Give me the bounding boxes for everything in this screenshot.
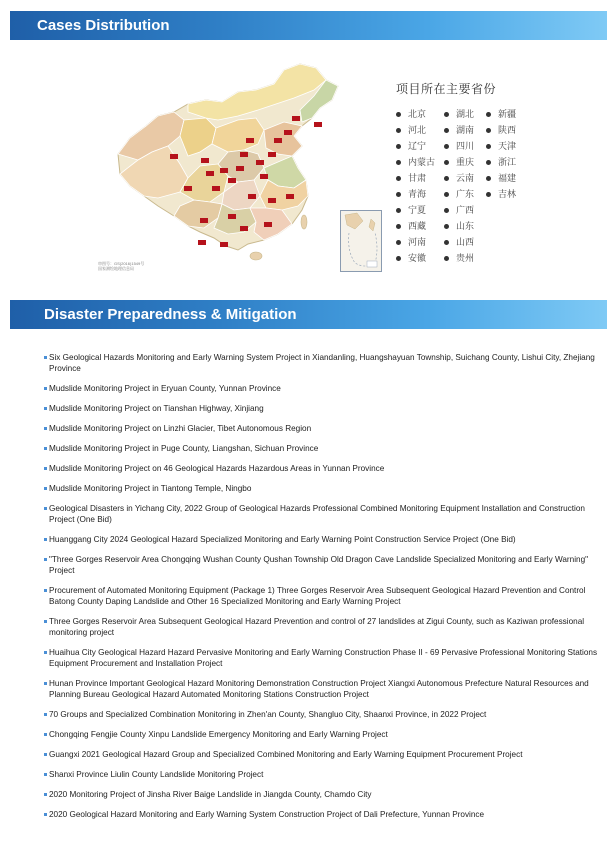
legend-item-label: 广东 [456,189,475,199]
bullet-square-icon [44,620,47,623]
legend-item [444,250,474,266]
bullet-dot-icon [396,240,401,245]
bullet-dot-icon [396,224,401,229]
project-item-text: Six Geological Hazards Monitoring and Early Warning System Project in Xiandanling, Huangshayuan Township, Suichang County, Lishui City, Zhejiang Province [49,353,595,373]
project-item-text: Mudslide Monitoring Project in Eryuan County, Yunnan Province [49,384,281,393]
disaster-preparedness-header [10,300,607,329]
project-item-text: Chongqing Fengjie County Xinpu Landslide Emergency Monitoring and Early Warning Project [49,730,388,739]
map-footnote [98,261,144,271]
project-list [44,352,606,829]
case-marker [200,218,208,223]
project-item-text: Guangxi 2021 Geological Hazard Group and Specialized Combined Monitoring and Early Warning Equipment Procurement Project [49,750,523,759]
legend-item-label: 山东 [456,221,475,231]
project-item [44,352,606,374]
case-marker [170,154,178,159]
bullet-dot-icon [396,144,401,149]
legend-item-label: 安徽 [408,253,427,263]
bullet-square-icon [44,753,47,756]
project-item [44,729,606,740]
project-item-text: Three Gorges Reservoir Area Subsequent Geological Hazard Prevention and control of 27 landslides at Zigui County, such as Kaziwan professional monitoring project [49,617,585,637]
project-item-text: Mudslide Monitoring Project on Tianshan Highway, Xinjiang [49,404,264,413]
project-item [44,483,606,494]
project-item [44,809,606,820]
bullet-dot-icon [396,208,401,213]
project-item [44,503,606,525]
legend-title: 项目所在主要省份 [396,82,497,96]
project-item [44,709,606,720]
legend-item [444,106,474,122]
legend-item-label: 天津 [498,141,517,151]
project-item [44,616,606,638]
legend-item [396,234,435,250]
project-item-text: Mudslide Monitoring Project in Puge County, Liangshan, Sichuan Province [49,444,319,453]
legend-item [444,138,474,154]
bullet-square-icon [44,427,47,430]
case-marker [314,122,322,127]
project-item-text: Shanxi Province Liulin County Landslide Monitoring Project [49,770,264,779]
project-item-text: Huanggang City 2024 Geological Hazard Specialized Monitoring and Early Warning Point Construction Service Project (One Bid) [49,535,516,544]
bullet-square-icon [44,387,47,390]
case-marker [212,186,220,191]
case-marker [284,130,292,135]
bullet-square-icon [44,467,47,470]
bullet-square-icon [44,356,47,359]
south-china-sea-inset [340,210,382,272]
project-item-text: Mudslide Monitoring Project on Linzhi Glacier, Tibet Autonomous Region [49,424,312,433]
legend-item-label: 辽宁 [408,141,427,151]
bullet-square-icon [44,589,47,592]
bullet-dot-icon [444,144,449,149]
cases-distribution-title: Cases Distribution [37,17,170,34]
bullet-dot-icon [486,176,491,181]
project-item-text: 2020 Geological Hazard Monitoring and Early Warning System Construction Project of Dali Prefecture, Yunnan Province [49,810,485,819]
legend-item [444,170,474,186]
legend-item [444,122,474,138]
case-marker [246,138,254,143]
legend-item [444,234,474,250]
case-marker [228,214,236,219]
legend-item [396,218,435,234]
legend-item-label: 贵州 [456,253,475,263]
project-item-text: Mudslide Monitoring Project on 46 Geological Hazards Hazardous Areas in Yunnan Province [49,464,385,473]
case-marker [260,174,268,179]
project-item [44,749,606,760]
legend-item [396,138,435,154]
legend-column-2 [444,106,474,266]
bullet-square-icon [44,651,47,654]
legend-item [444,202,474,218]
bullet-dot-icon [396,128,401,133]
case-marker [256,160,264,165]
legend-item [444,186,474,202]
bullet-square-icon [44,538,47,541]
project-item [44,769,606,780]
project-item [44,443,606,454]
legend-item-label: 四川 [456,141,475,151]
legend-column-3 [486,106,516,202]
case-marker [264,222,272,227]
case-marker [220,242,228,247]
case-marker [240,152,248,157]
project-item-text: Procurement of Automated Monitoring Equipment (Package 1) Three Gorges Reservoir Area Subsequent Geological Hazard Prevention and Control Batong County Daping Landslide and Other 16 Specialized Monitoring and Early Warning Project [49,586,586,606]
legend-item-label: 云南 [456,173,475,183]
case-marker [240,226,248,231]
legend-item [396,186,435,202]
project-item [44,789,606,800]
case-marker [286,194,294,199]
legend-item-label: 青海 [408,189,427,199]
legend-item [396,122,435,138]
bullet-dot-icon [486,128,491,133]
bullet-dot-icon [444,208,449,213]
legend-item [396,154,435,170]
case-marker [201,158,209,163]
legend-item-label: 新疆 [498,109,517,119]
bullet-square-icon [44,507,47,510]
legend-item [486,106,516,122]
legend-item [444,154,474,170]
project-item-text: Mudslide Monitoring Project in Tiantong Temple, Ningbo [49,484,252,493]
bullet-dot-icon [444,256,449,261]
project-item-text: 2020 Monitoring Project of Jinsha River Baige Landslide in Jiangda County, Chamdo City [49,790,372,799]
project-item-text: Geological Disasters in Yichang City, 2022 Group of Geological Hazards Professional Combined Monitoring Equipment Installation and Construction Project (One Bid) [49,504,585,524]
map-footnote-line2: 国家测绘地理信息局 [98,266,134,271]
project-item-text: 70 Groups and Specialized Combination Monitoring in Zhen'an County, Shangluo City, Shaanxi Province, in 2022 Project [49,710,487,719]
legend-item [396,202,435,218]
project-item [44,585,606,607]
bullet-square-icon [44,447,47,450]
bullet-square-icon [44,487,47,490]
legend-item-label: 福建 [498,173,517,183]
bullet-dot-icon [444,160,449,165]
bullet-dot-icon [444,112,449,117]
case-marker [206,171,214,176]
bullet-dot-icon [486,144,491,149]
case-marker [274,138,282,143]
project-item [44,678,606,700]
project-item-text: Huaihua City Geological Hazard Hazard Pervasive Monitoring and Early Warning Construction Phase II - 69 Pervasive Professional Monitoring Stations Equipment Procurement and Installation Project [49,648,598,668]
bullet-square-icon [44,813,47,816]
case-marker [292,116,300,121]
legend-item [486,122,516,138]
legend-item-label: 西藏 [408,221,427,231]
legend-item-label: 内蒙古 [408,157,436,167]
project-item [44,383,606,394]
bullet-dot-icon [444,192,449,197]
legend-item-label: 宁夏 [408,205,427,215]
case-marker [228,178,236,183]
legend-item-label: 河北 [408,125,427,135]
bullet-dot-icon [444,240,449,245]
case-marker [220,168,228,173]
bullet-square-icon [44,793,47,796]
legend-item [486,186,516,202]
bullet-dot-icon [486,192,491,197]
legend-item-label: 北京 [408,109,427,119]
legend-item [486,154,516,170]
legend-item-label: 甘肃 [408,173,427,183]
project-item [44,403,606,414]
project-item [44,423,606,434]
project-item [44,534,606,545]
case-marker [248,194,256,199]
bullet-dot-icon [486,160,491,165]
legend-item [396,170,435,186]
bullet-square-icon [44,773,47,776]
legend-item-label: 重庆 [456,157,475,167]
bullet-dot-icon [396,256,401,261]
bullet-dot-icon [396,160,401,165]
case-marker [268,198,276,203]
legend-column-1 [396,106,435,266]
bullet-dot-icon [486,112,491,117]
legend-item-label: 浙江 [498,157,517,167]
case-marker [236,166,244,171]
legend-item-label: 山西 [456,237,475,247]
bullet-dot-icon [396,176,401,181]
map-footnote-line1: 审图号：GS(2016)1549号 [98,261,145,266]
project-item [44,554,606,576]
bullet-square-icon [44,713,47,716]
case-marker [198,240,206,245]
legend-item [396,106,435,122]
project-item-text: "Three Gorges Reservoir Area Chongqing Wushan County Qushan Township Old Dragon Cave Landslide Specialized Monitoring and Early Warning" Project [49,555,589,575]
bullet-square-icon [44,407,47,410]
project-item [44,463,606,474]
disaster-preparedness-title: Disaster Preparedness & Mitigation [44,306,297,323]
province-legend [394,80,544,263]
legend-item-label: 湖北 [456,109,475,119]
project-item [44,647,606,669]
legend-item-label: 湖南 [456,125,475,135]
case-marker [268,152,276,157]
bullet-dot-icon [444,224,449,229]
legend-item-label: 陕西 [498,125,517,135]
bullet-square-icon [44,682,47,685]
bullet-dot-icon [396,192,401,197]
legend-item-label: 吉林 [498,189,517,199]
bullet-dot-icon [444,128,449,133]
legend-item-label: 广西 [456,205,475,215]
bullet-dot-icon [396,112,401,117]
legend-item [486,138,516,154]
legend-item [486,170,516,186]
legend-item [444,218,474,234]
bullet-square-icon [44,733,47,736]
cases-distribution-header [10,11,607,40]
project-item-text: Hunan Province Important Geological Hazard Monitoring Demonstration Construction Project Xiangxi Autonomous Prefecture Natural Resources and Planning Bureau Geological Hazard Automated Monitoring Stations Construction Project [49,679,589,699]
legend-item [396,250,435,266]
case-marker [184,186,192,191]
bullet-square-icon [44,558,47,561]
bullet-dot-icon [444,176,449,181]
legend-item-label: 河南 [408,237,427,247]
